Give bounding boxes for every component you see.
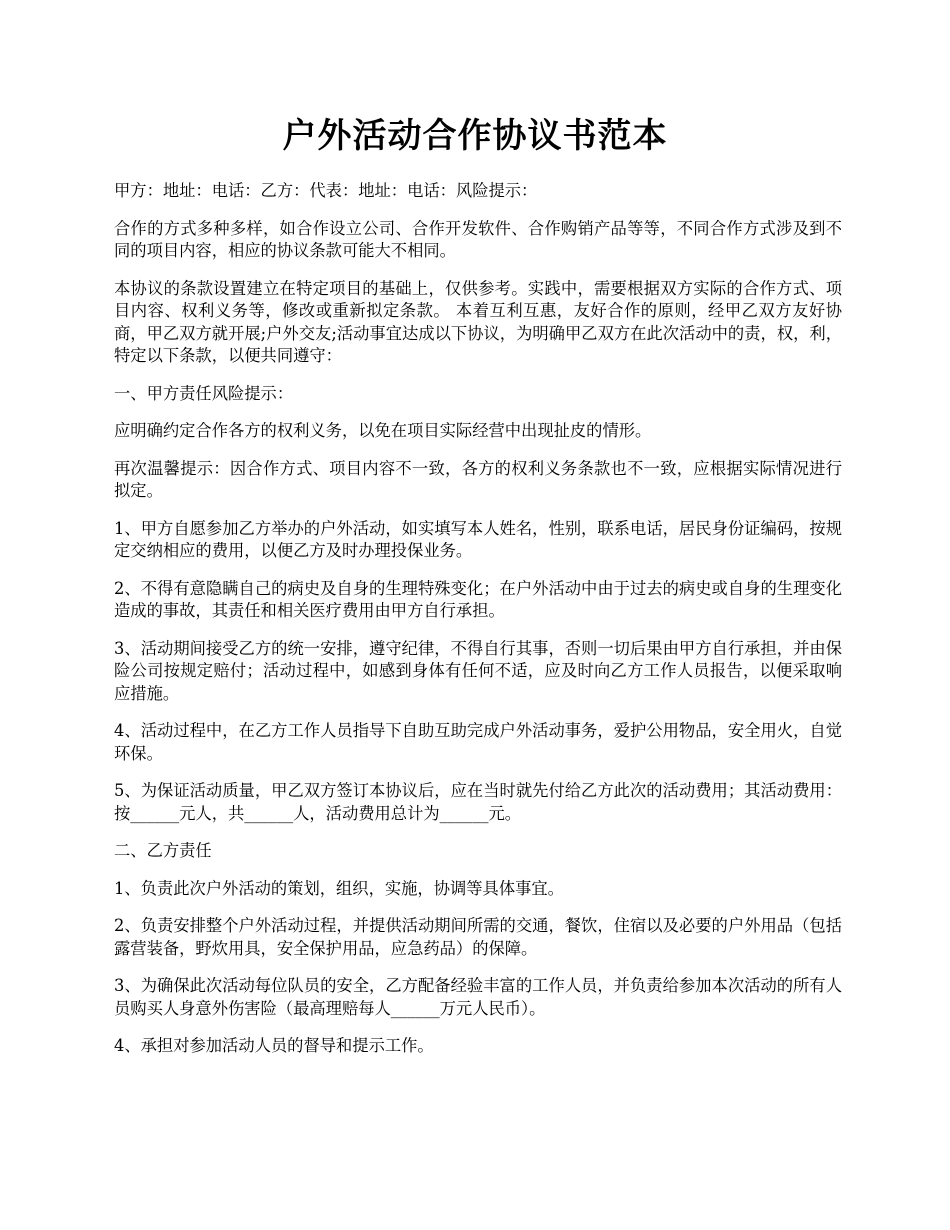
document-title: 户外活动合作协议书范本 [282,116,668,156]
document-body [114,180,842,1073]
clause-b-3: 3、为确保此次活动每位队员的安全，乙方配备经验丰富的工作人员，并负责给参加本次活动的所有人员购买人身意外伤害险（最高理赔每人______万元人民币）。 [114,976,842,1018]
clause-b-4: 4、承担对参加活动人员的督导和提示工作。 [114,1036,434,1055]
clause-a-1: 1、甲方自愿参加乙方举办的户外活动，如实填写本人姓名，性别，联系电话，居民身份证编码，按规定交纳相应的费用，以便乙方及时办理投保业务。 [114,518,842,560]
paragraph-agreement-basis: 本协议的条款设置建立在特定项目的基础上，仅供参考。实践中，需要根据双方实际的合作方式、项目内容、权利义务等，修改或重新拟定条款。 本着互利互惠，友好合作的原则，经甲乙双方友好协商，甲乙双方就开展;户外交友;活动事宜达成以下协议，为明确甲乙双方在此次活动中的责，权，利，特定以下条款，以便共同遵守： [114,278,842,365]
clause-b-2: 2、负责安排整个户外活动过程，并提供活动期间所需的交通，餐饮，住宿以及必要的户外用品（包括露营装备，野炊用具，安全保护用品，应急药品）的保障。 [114,916,842,958]
party-info-line: 甲方：地址：电话：乙方：代表：地址：电话：风险提示： [114,181,538,200]
paragraph-rights-obligations: 应明确约定合作各方的权利义务，以免在项目实际经营中出现扯皮的情形。 [114,421,652,440]
paragraph-reminder: 再次温馨提示：因合作方式、项目内容不一致，各方的权利义务条款也不一致，应根据实际情况进行拟定。 [114,458,842,500]
clause-a-2: 2、不得有意隐瞒自己的病史及自身的生理特殊变化；在户外活动中由于过去的病史或自身的生理变化造成的事故，其责任和相关医疗费用由甲方自行承担。 [114,578,842,620]
section-heading-party-b: 二、乙方责任 [114,841,212,860]
clause-a-5: 5、为保证活动质量，甲乙双方签订本协议后，应在当时就先付给乙方此次的活动费用；其活动费用：按______元人，共______人，活动费用总计为______元。 [114,781,842,823]
clause-a-4: 4、活动过程中，在乙方工作人员指导下自助互助完成户外活动事务，爱护公用物品，安全用火，自觉环保。 [114,721,842,763]
paragraph-cooperation-methods: 合作的方式多种多样，如合作设立公司、合作开发软件、合作购销产品等等，不同合作方式涉及到不同的项目内容，相应的协议条款可能大不相同。 [114,218,842,260]
clause-b-1: 1、负责此次户外活动的策划，组织，实施，协调等具体事宜。 [114,878,564,898]
section-heading-party-a: 一、甲方责任风险提示： [114,383,294,403]
clause-a-3: 3、活动期间接受乙方的统一安排，遵守纪律，不得自行其事，否则一切后果由甲方自行承担，并由保险公司按规定赔付；活动过程中，如感到身体有任何不适，应及时向乙方工作人员报告，以便采取响应措施。 [114,638,842,703]
